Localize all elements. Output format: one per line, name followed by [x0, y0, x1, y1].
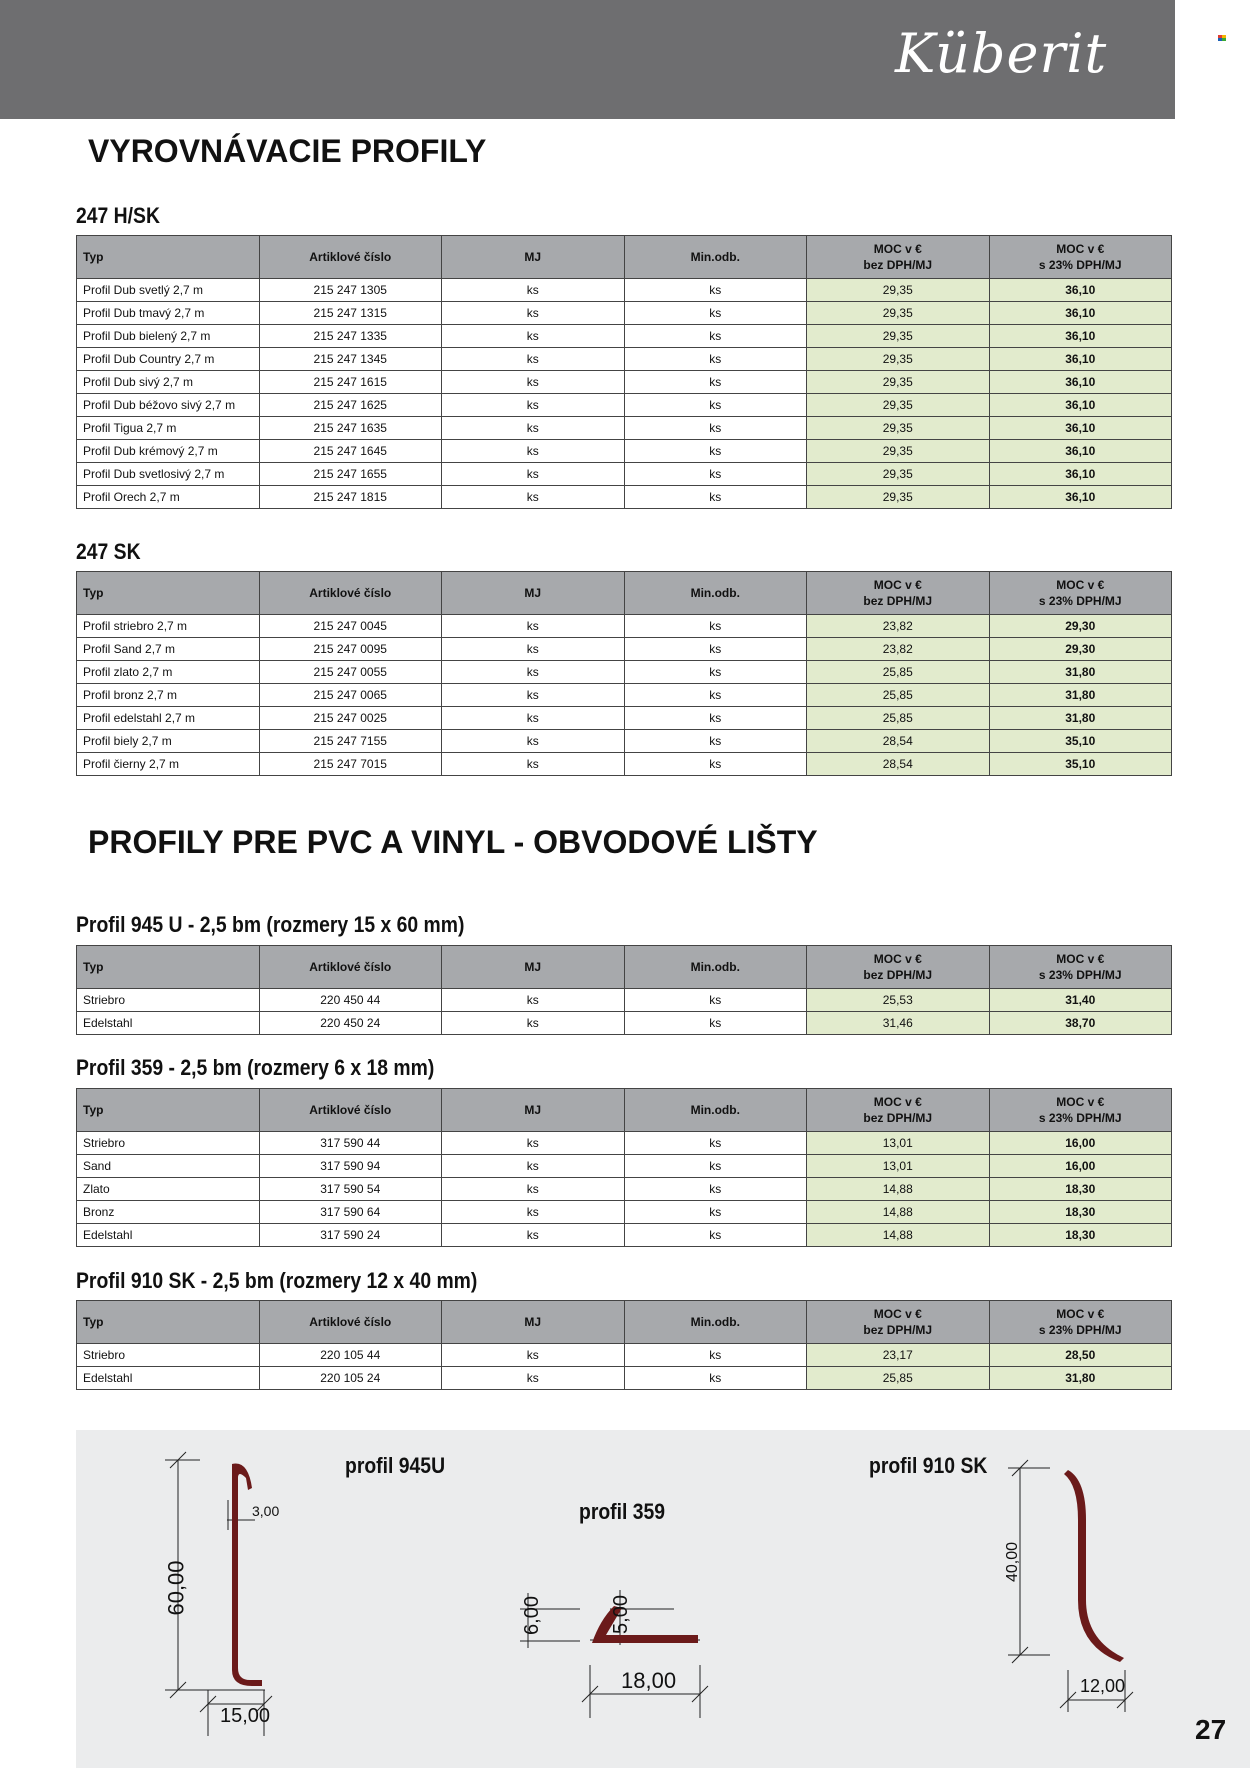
table-cell: ks — [442, 463, 625, 486]
table-cell: Profil biely 2,7 m — [77, 730, 260, 753]
table-cell: ks — [624, 463, 807, 486]
page-number: 27 — [1195, 1714, 1227, 1745]
table-cell: ks — [442, 1367, 625, 1390]
table-cell: ks — [624, 707, 807, 730]
table-cell: 29,35 — [807, 348, 990, 371]
table-cell: 14,88 — [807, 1201, 990, 1224]
table-cell: ks — [624, 661, 807, 684]
column-header-text: MOC v € — [1056, 1095, 1105, 1109]
dim-359-height: 6,00 — [520, 1596, 543, 1635]
table-cell: Profil edelstahl 2,7 m — [77, 707, 260, 730]
column-header-text: Artiklové číslo — [309, 250, 392, 264]
table-cell: ks — [624, 348, 807, 371]
table-cell: 215 247 1615 — [259, 371, 442, 394]
table-cell: 36,10 — [989, 302, 1172, 325]
table-cell: 18,30 — [989, 1178, 1172, 1201]
table-cell: ks — [442, 730, 625, 753]
table-cell: 13,01 — [807, 1155, 990, 1178]
table-cell: ks — [442, 302, 625, 325]
table-cell: 215 247 1305 — [259, 279, 442, 302]
table-cell: 29,35 — [807, 302, 990, 325]
table-title: 247 SK — [76, 539, 141, 564]
table-cell: 29,35 — [807, 394, 990, 417]
column-header-text: MJ — [524, 250, 542, 264]
column-header-text: MJ — [524, 960, 542, 974]
table-cell: Sand — [77, 1155, 260, 1178]
table-cell: ks — [624, 1224, 807, 1247]
dim-945-width: 15,00 — [220, 1705, 271, 1727]
table-cell: 18,30 — [989, 1201, 1172, 1224]
table-cell: 215 247 1315 — [259, 302, 442, 325]
table-cell: 215 247 1335 — [259, 325, 442, 348]
table-cell: Profil Dub tmavý 2,7 m — [77, 302, 260, 325]
table-cell: ks — [624, 1201, 807, 1224]
table-cell: 13,01 — [807, 1132, 990, 1155]
column-header-text: Typ — [83, 1103, 104, 1117]
table-cell: 317 590 64 — [259, 1201, 442, 1224]
table-cell: 36,10 — [989, 325, 1172, 348]
column-header-text: Min.odb. — [690, 1315, 740, 1329]
column-header-text: Typ — [83, 960, 104, 974]
column-header-text: bez DPH/MJ — [863, 968, 933, 982]
table-cell: ks — [624, 417, 807, 440]
table-cell: Profil Dub bielený 2,7 m — [77, 325, 260, 348]
table-title: Profil 910 SK - 2,5 bm (rozmery 12 x 40 mm) — [76, 1268, 478, 1293]
table-cell: 31,80 — [989, 661, 1172, 684]
column-header-text: Min.odb. — [690, 250, 740, 264]
table-cell: 18,30 — [989, 1224, 1172, 1247]
table-cell: 215 247 0065 — [259, 684, 442, 707]
table-cell: ks — [442, 486, 625, 509]
table-cell: ks — [624, 684, 807, 707]
column-header-text: Artiklové číslo — [309, 960, 392, 974]
table-cell: ks — [442, 1155, 625, 1178]
table-cell: ks — [624, 486, 807, 509]
table-cell: ks — [624, 615, 807, 638]
table-cell: 29,35 — [807, 279, 990, 302]
table-cell: ks — [442, 615, 625, 638]
table-cell: ks — [442, 1201, 625, 1224]
table-cell: 29,35 — [807, 371, 990, 394]
column-header-text: bez DPH/MJ — [863, 594, 933, 608]
table-cell: 28,54 — [807, 730, 990, 753]
column-header-text: MOC v € — [873, 952, 922, 966]
table-cell: 38,70 — [989, 1012, 1172, 1035]
table-cell: 215 247 0055 — [259, 661, 442, 684]
table-cell: 25,85 — [807, 707, 990, 730]
table-cell: Profil Dub sivý 2,7 m — [77, 371, 260, 394]
table-cell: Profil bronz 2,7 m — [77, 684, 260, 707]
table-cell: 215 247 0025 — [259, 707, 442, 730]
section-title: VYROVNÁVACIE PROFILY — [88, 133, 487, 169]
table-cell: ks — [624, 1012, 807, 1035]
column-header-text: Min.odb. — [690, 586, 740, 600]
table-cell: 29,35 — [807, 325, 990, 348]
table-cell: ks — [624, 1344, 807, 1367]
column-header-text: s 23% DPH/MJ — [1038, 258, 1122, 272]
table-cell: Profil striebro 2,7 m — [77, 615, 260, 638]
table-cell: ks — [624, 1178, 807, 1201]
table-cell: Profil Dub Country 2,7 m — [77, 348, 260, 371]
table-cell: Edelstahl — [77, 1012, 260, 1035]
table-cell: Profil Dub béžovo sivý 2,7 m — [77, 394, 260, 417]
table-cell: ks — [624, 1132, 807, 1155]
table-cell: 36,10 — [989, 463, 1172, 486]
table-cell: 220 450 44 — [259, 989, 442, 1012]
column-header-text: bez DPH/MJ — [863, 1111, 933, 1125]
table-cell: 36,10 — [989, 394, 1172, 417]
table-cell: ks — [624, 989, 807, 1012]
column-header-text: Min.odb. — [690, 960, 740, 974]
column-header-text: s 23% DPH/MJ — [1038, 1323, 1122, 1337]
diagram-label-945u: profil 945U — [345, 1453, 446, 1478]
table-cell: 31,80 — [989, 1367, 1172, 1390]
table-cell: 317 590 54 — [259, 1178, 442, 1201]
dim-945-height: 60,00 — [163, 1560, 189, 1616]
table-cell: ks — [442, 684, 625, 707]
column-header-text: MOC v € — [1056, 1307, 1105, 1321]
table-cell: 36,10 — [989, 348, 1172, 371]
table-cell: 31,80 — [989, 684, 1172, 707]
table-cell: ks — [624, 1367, 807, 1390]
table-cell: Profil zlato 2,7 m — [77, 661, 260, 684]
table-cell: Profil Sand 2,7 m — [77, 638, 260, 661]
table-cell: 25,53 — [807, 989, 990, 1012]
table-cell: 36,10 — [989, 486, 1172, 509]
dim-910-width: 12,00 — [1080, 1676, 1126, 1696]
table-cell: 25,85 — [807, 684, 990, 707]
table-cell: Profil Dub krémový 2,7 m — [77, 440, 260, 463]
table-cell: ks — [442, 989, 625, 1012]
table-cell: ks — [442, 1344, 625, 1367]
table-cell: 29,30 — [989, 638, 1172, 661]
table-cell: 28,50 — [989, 1344, 1172, 1367]
column-header-text: MOC v € — [873, 242, 922, 256]
table-cell: 23,82 — [807, 615, 990, 638]
brand-logo: Küberit — [895, 22, 1108, 85]
table-cell: Striebro — [77, 1132, 260, 1155]
table-title: Profil 359 - 2,5 bm (rozmery 6 x 18 mm) — [76, 1055, 435, 1080]
column-header-text: MOC v € — [1056, 952, 1105, 966]
table-cell: Edelstahl — [77, 1224, 260, 1247]
table-cell: 220 450 24 — [259, 1012, 442, 1035]
column-header-text: s 23% DPH/MJ — [1038, 594, 1122, 608]
table-cell: ks — [442, 371, 625, 394]
table-cell: 31,46 — [807, 1012, 990, 1035]
table-cell: 14,88 — [807, 1178, 990, 1201]
table-cell: ks — [442, 1224, 625, 1247]
table-cell: 215 247 0095 — [259, 638, 442, 661]
table-cell: ks — [442, 707, 625, 730]
column-header-text: MOC v € — [1056, 578, 1105, 592]
diagram-label-910sk: profil 910 SK — [869, 1453, 988, 1478]
table-cell: 36,10 — [989, 279, 1172, 302]
table-cell: ks — [624, 730, 807, 753]
table-cell: 23,17 — [807, 1344, 990, 1367]
table-cell: ks — [442, 279, 625, 302]
table-cell: Zlato — [77, 1178, 260, 1201]
table-cell: 29,30 — [989, 615, 1172, 638]
table-cell: ks — [442, 325, 625, 348]
diagram-label-359: profil 359 — [579, 1499, 666, 1524]
table-cell: ks — [442, 1178, 625, 1201]
table-title: 247 H/SK — [76, 203, 160, 228]
table-cell: ks — [442, 1012, 625, 1035]
dim-359-width: 18,00 — [621, 1668, 677, 1693]
table-cell: 31,80 — [989, 707, 1172, 730]
table-cell: ks — [624, 302, 807, 325]
table-cell: Profil Tigua 2,7 m — [77, 417, 260, 440]
table-cell: 36,10 — [989, 417, 1172, 440]
section-title: PROFILY PRE PVC A VINYL - OBVODOVÉ LIŠTY — [88, 824, 818, 860]
column-header-text: bez DPH/MJ — [863, 258, 933, 272]
table-cell: 317 590 44 — [259, 1132, 442, 1155]
table-cell: 35,10 — [989, 753, 1172, 776]
column-header-text: MOC v € — [1056, 242, 1105, 256]
table-cell: ks — [442, 394, 625, 417]
table-cell: ks — [442, 417, 625, 440]
column-header-text: Artiklové číslo — [309, 1315, 392, 1329]
column-header-text: Typ — [83, 250, 104, 264]
table-cell: 16,00 — [989, 1155, 1172, 1178]
table-cell: 25,85 — [807, 1367, 990, 1390]
table-title: Profil 945 U - 2,5 bm (rozmery 15 x 60 mm) — [76, 912, 465, 937]
table-cell: ks — [442, 1132, 625, 1155]
table-cell: 29,35 — [807, 417, 990, 440]
column-header-text: MJ — [524, 1315, 542, 1329]
table-cell: ks — [442, 348, 625, 371]
table-cell: 215 247 1625 — [259, 394, 442, 417]
table-cell: ks — [624, 1155, 807, 1178]
table-cell: 220 105 24 — [259, 1367, 442, 1390]
table-cell: 215 247 7155 — [259, 730, 442, 753]
table-cell: ks — [624, 325, 807, 348]
table-cell: Striebro — [77, 1344, 260, 1367]
column-header-text: MOC v € — [873, 1095, 922, 1109]
column-header-text: Typ — [83, 1315, 104, 1329]
table-cell: ks — [624, 394, 807, 417]
table-cell: Striebro — [77, 989, 260, 1012]
table-cell: 23,82 — [807, 638, 990, 661]
table-cell: 14,88 — [807, 1224, 990, 1247]
table-cell: Profil Orech 2,7 m — [77, 486, 260, 509]
table-cell: ks — [442, 753, 625, 776]
table-cell: 215 247 7015 — [259, 753, 442, 776]
column-header-text: MOC v € — [873, 578, 922, 592]
table-cell: 215 247 1815 — [259, 486, 442, 509]
column-header-text: bez DPH/MJ — [863, 1323, 933, 1337]
dim-945-thickness: 3,00 — [252, 1503, 280, 1519]
table-cell: 215 247 1655 — [259, 463, 442, 486]
table-cell: 29,35 — [807, 440, 990, 463]
dim-359-lip: 5,00 — [609, 1595, 632, 1634]
column-header-text: Min.odb. — [690, 1103, 740, 1117]
column-header-text: Typ — [83, 586, 104, 600]
table-cell: 317 590 24 — [259, 1224, 442, 1247]
column-header-text: s 23% DPH/MJ — [1038, 968, 1122, 982]
column-header-text: MJ — [524, 586, 542, 600]
table-cell: 215 247 1635 — [259, 417, 442, 440]
table-cell: ks — [624, 638, 807, 661]
table-cell: Edelstahl — [77, 1367, 260, 1390]
table-cell: 16,00 — [989, 1132, 1172, 1155]
table-cell: Profil Dub svetlý 2,7 m — [77, 279, 260, 302]
table-cell: ks — [624, 753, 807, 776]
table-cell: 29,35 — [807, 486, 990, 509]
table-cell: 25,85 — [807, 661, 990, 684]
table-cell: 35,10 — [989, 730, 1172, 753]
column-header-text: MJ — [524, 1103, 542, 1117]
table-cell: Profil čierny 2,7 m — [77, 753, 260, 776]
column-header-text: MOC v € — [873, 1307, 922, 1321]
table-cell: Profil Dub svetlosivý 2,7 m — [77, 463, 260, 486]
table-cell: 215 247 1345 — [259, 348, 442, 371]
table-cell: 29,35 — [807, 463, 990, 486]
table-cell: ks — [624, 279, 807, 302]
table-cell: 215 247 0045 — [259, 615, 442, 638]
table-cell: 36,10 — [989, 371, 1172, 394]
table-cell: 215 247 1645 — [259, 440, 442, 463]
table-cell: 317 590 94 — [259, 1155, 442, 1178]
dim-910-height: 40,00 — [1004, 1541, 1022, 1583]
column-header-text: Artiklové číslo — [309, 586, 392, 600]
table-cell: ks — [442, 638, 625, 661]
table-cell: ks — [442, 661, 625, 684]
table-cell: 28,54 — [807, 753, 990, 776]
table-cell: ks — [624, 371, 807, 394]
table-cell: ks — [624, 440, 807, 463]
table-cell: Bronz — [77, 1201, 260, 1224]
table-cell: 36,10 — [989, 440, 1172, 463]
table-cell: 31,40 — [989, 989, 1172, 1012]
column-header-text: s 23% DPH/MJ — [1038, 1111, 1122, 1125]
table-cell: 220 105 44 — [259, 1344, 442, 1367]
table-cell: ks — [442, 440, 625, 463]
column-header-text: Artiklové číslo — [309, 1103, 392, 1117]
